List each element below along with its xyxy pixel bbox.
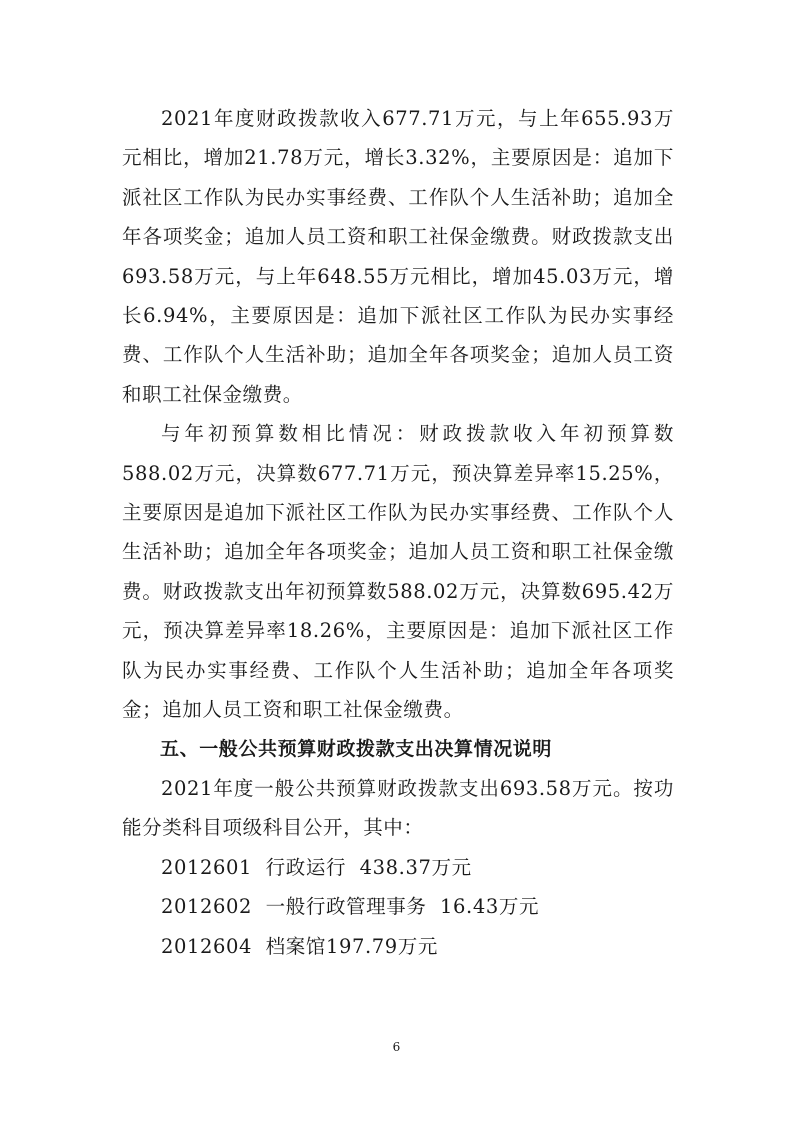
document-body [122, 99, 674, 966]
paragraph-budget-comparison: 与年初预算数相比情况：财政拨款收入年初预算数588.02万元，决算数677.71万元，预决算差异率15.25%，主要原因是追加下派社区工作队为民办实事经费、工作队个人生活补助；追加全年各项奖金；追加人员工资和职工社保金缴费。财政拨款支出年初预算数588.02万元，决算数695.42万元，预决算差异率18.26%，主要原因是：追加下派社区工作队为民办实事经费、工作队个人生活补助；追加全年各项奖金；追加人员工资和职工社保金缴费。 [122, 422, 674, 722]
list-item: 2012602 一般行政管理事务 16.43万元 [161, 895, 540, 919]
section-heading: 五、一般公共预算财政拨款支出决算情况说明 [160, 737, 553, 760]
page-number: 6 [392, 1040, 401, 1054]
section-intro: 2021年度一般公共预算财政拨款支出693.58万元。按功能分类科目项级科目公开，其中： [122, 776, 674, 840]
list-item: 2012601 行政运行 438.37万元 [161, 855, 472, 879]
list-item: 2012604 档案馆197.79万元 [161, 934, 438, 958]
paragraph-revenue-expenditure-comparison: 2021年度财政拨款收入677.71万元，与上年655.93万元相比，增加21.78万元，增长3.32%，主要原因是：追加下派社区工作队为民办实事经费、工作队个人生活补助；追加全年各项奖金；追加人员工资和职工社保金缴费。财政拨款支出693.58万元，与上年648.55万元相比，增加45.03万元，增长6.94%，主要原因是：追加下派社区工作队为民办实事经费、工作队个人生活补助；追加全年各项奖金；追加人员工资和职工社保金缴费。 [122, 107, 674, 406]
